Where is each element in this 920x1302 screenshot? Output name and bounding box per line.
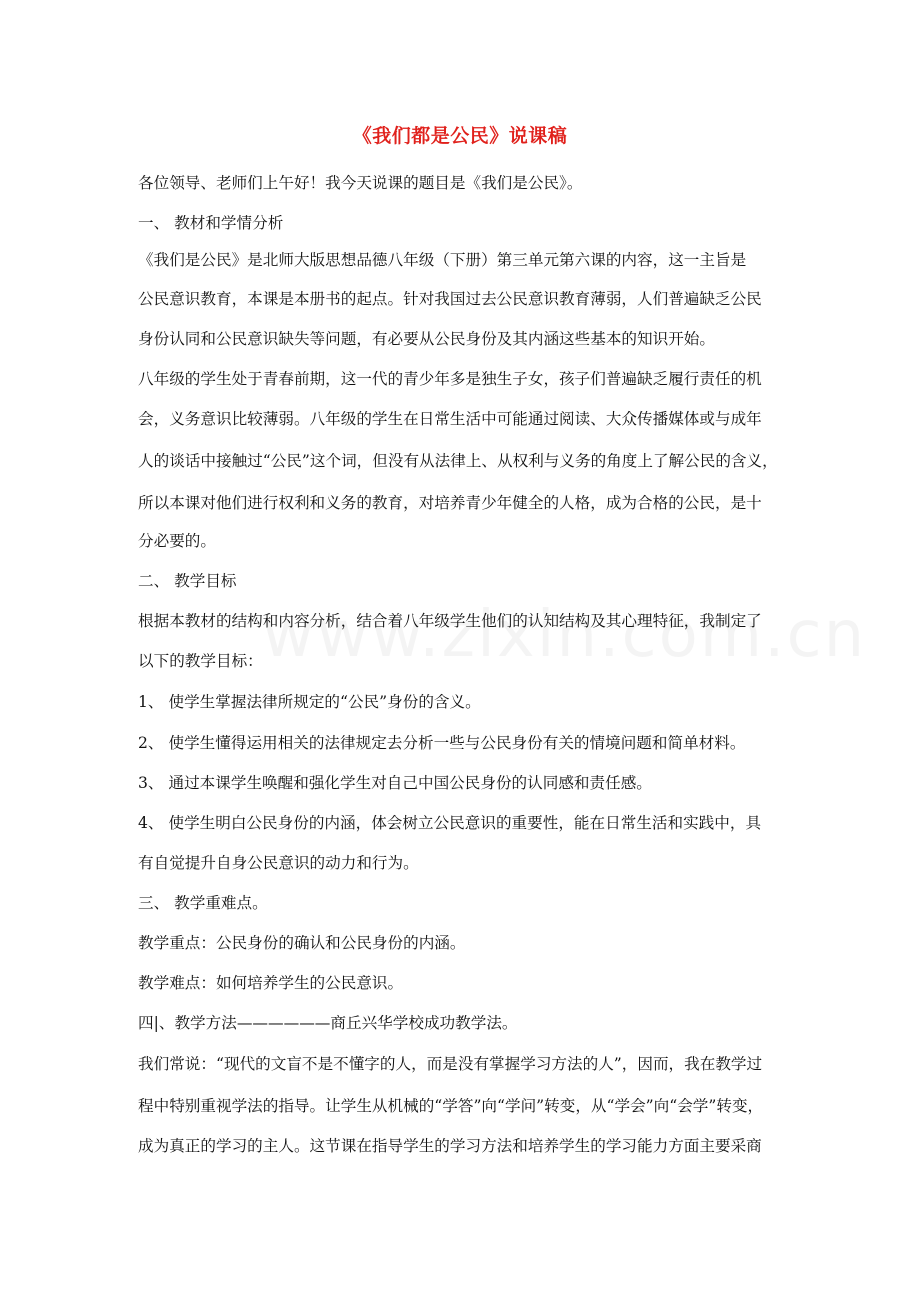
paragraph-line: 以下的教学目标： (138, 652, 263, 670)
paragraph-line: 程中特别重视学法的指导。让学生从机械的“学答”向“学问”转变，从“学会”向“会学”转变， (138, 1097, 764, 1115)
paragraph-line: 《我们是公民》是北师大版思想品德八年级（下册）第三单元第六课的内容，这一主旨是 (138, 251, 747, 269)
document-title: 《我们都是公民》说课稿 (352, 125, 568, 147)
difficulty-line: 教学难点：如何培养学生的公民意识。 (138, 974, 404, 992)
list-item-continuation: 有自觉提升自身公民意识的动力和行为。 (138, 854, 419, 872)
list-item: 3、 通过本课学生唤醒和强化学生对自己中国公民身份的认同感和责任感。 (138, 774, 652, 792)
paragraph-line: 身份认同和公民意识缺失等问题，有必要从公民身份及其内涵这些基本的知识开始。 (138, 330, 715, 348)
paragraph-line: 人的谈话中接触过“公民”这个词，但没有从法律上、从权利与义务的角度上了解公民的含义， (138, 452, 778, 470)
paragraph-line: 公民意识教育，本课是本册书的起点。针对我国过去公民意识教育薄弱，人们普遍缺乏公民 (138, 290, 762, 308)
paragraph-line: 八年级的学生处于青春前期，这一代的青少年多是独生子女，孩子们普遍缺乏履行责任的机 (138, 370, 762, 388)
section-heading-1: 一、 教材和学情分析 (138, 214, 284, 232)
list-item: 4、 使学生明白公民身份的内涵，体会树立公民意识的重要性，能在日常生活和实践中，具 (138, 814, 762, 832)
paragraph-line: 我们常说：“现代的文盲不是不懂字的人，而是没有掌握学习方法的人”，因而，我在教学过 (138, 1055, 763, 1073)
paragraph-line: 成为真正的学习的主人。这节课在指导学生的学习方法和培养学生的学习能力方面主要采商 (138, 1137, 762, 1155)
greeting-line: 各位领导、老师们上午好！我今天说课的题目是《我们是公民》。 (138, 174, 583, 192)
paragraph-line: 根据本教材的结构和内容分析，结合着八年级学生他们的认知结构及其心理特征，我制定了 (138, 612, 762, 630)
paragraph-line: 会，义务意识比较薄弱。八年级的学生在日常生活中可能通过阅读、大众传播媒体或与成年 (138, 410, 762, 428)
key-point-line: 教学重点：公民身份的确认和公民身份的内涵。 (138, 934, 466, 952)
section-heading-2: 二、 教学目标 (138, 572, 237, 590)
paragraph-line: 所以本课对他们进行权利和义务的教育，对培养青少年健全的人格，成为合格的公民，是十 (138, 494, 762, 512)
paragraph-line: 分必要的。 (138, 532, 216, 550)
list-item: 1、 使学生掌握法律所规定的“公民”身份的含义。 (138, 693, 481, 711)
section-heading-3: 三、 教学重难点。 (138, 894, 268, 912)
section-heading-4: 四|、教学方法——————商丘兴华学校成功教学法。 (138, 1014, 518, 1032)
list-item: 2、 使学生懂得运用相关的法律规定去分析一些与公民身份有关的情境问题和简单材料。 (138, 734, 746, 752)
